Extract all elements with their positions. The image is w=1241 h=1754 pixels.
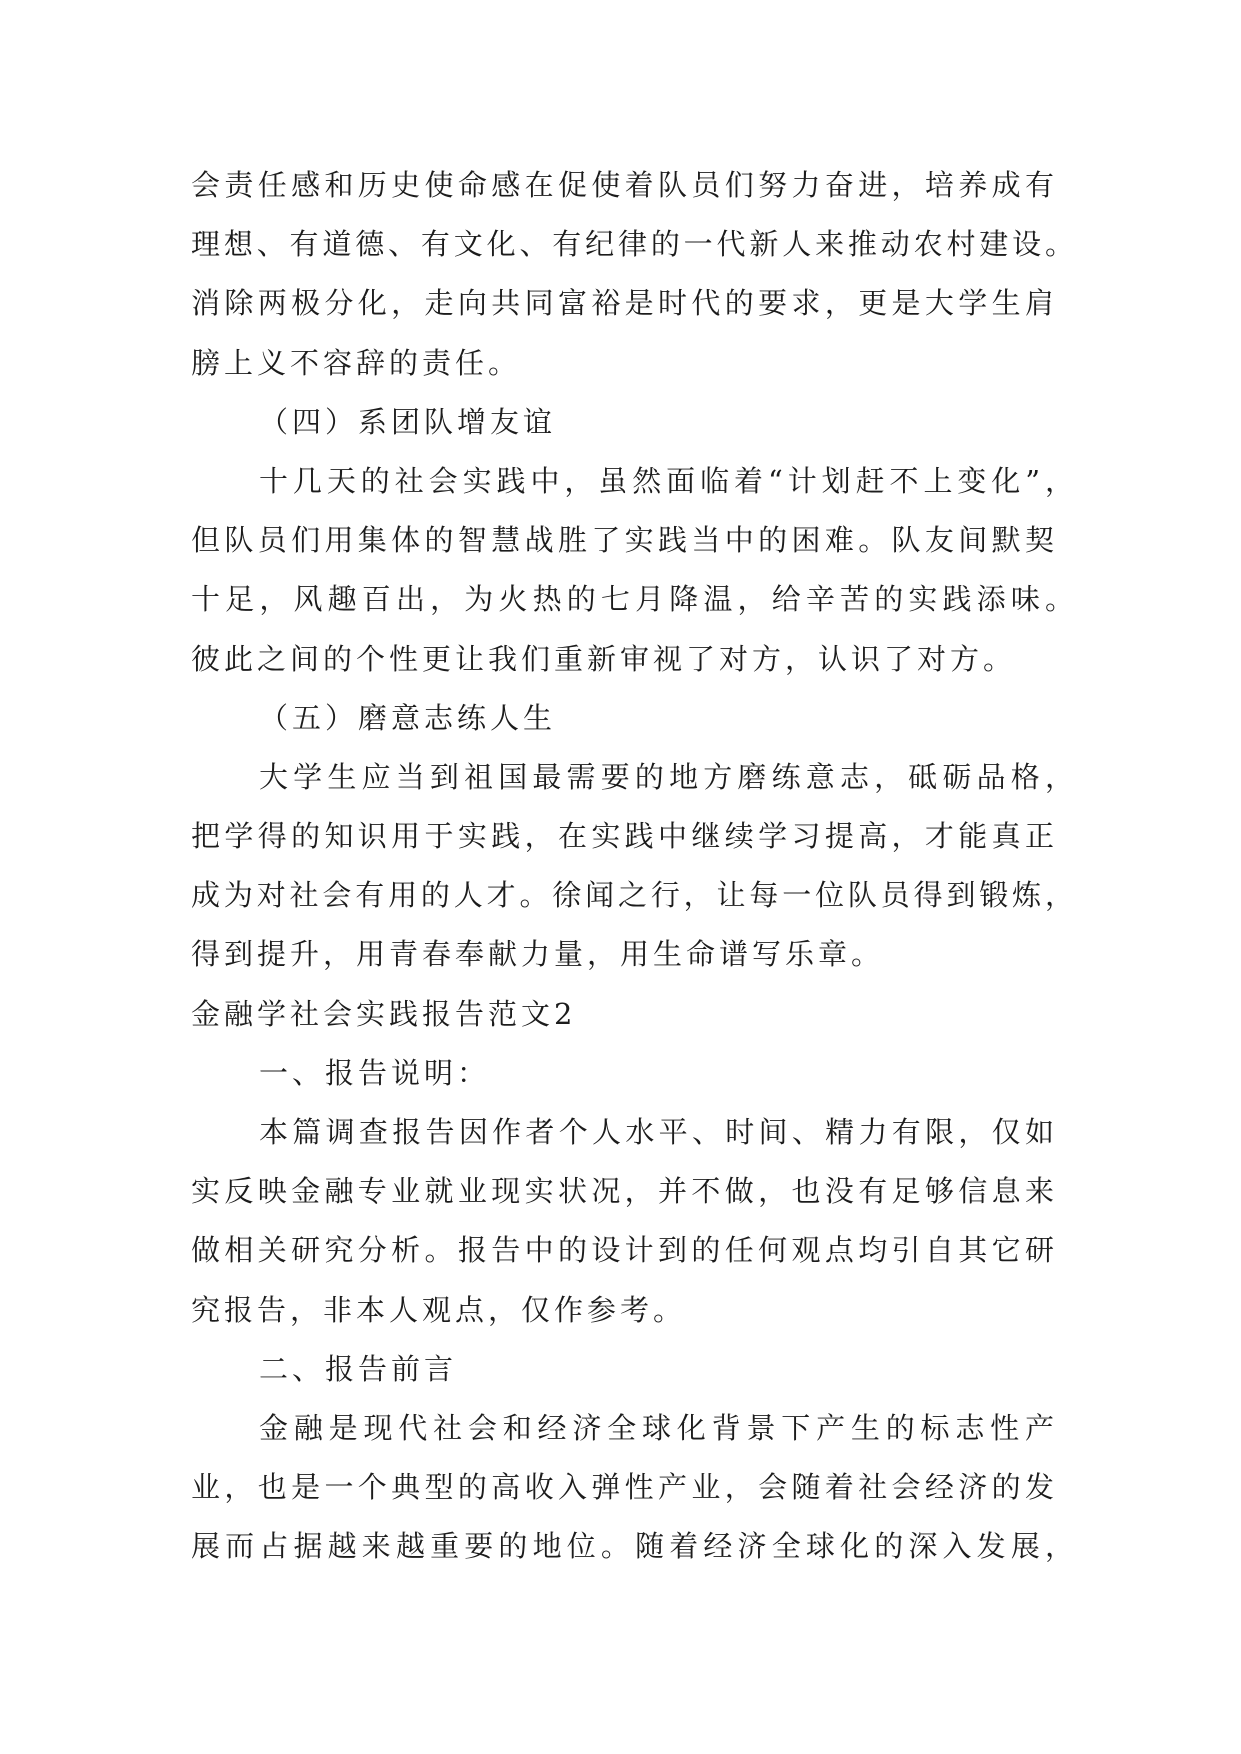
body-text-line: 但队员们用集体的智慧战胜了实践当中的困难。队友间默契 (191, 523, 1054, 558)
section-heading: （五）磨意志练人生 (259, 700, 557, 735)
body-text-line: 十足，风趣百出，为火热的七月降温，给辛苦的实践添味。 (191, 582, 1074, 617)
section-heading: （四）系团队增友谊 (259, 404, 557, 439)
section-heading: 一、报告说明： (259, 1055, 491, 1090)
body-text-line: 会责任感和历史使命感在促使着队员们努力奋进，培养成有 (191, 168, 1054, 202)
body-text-line: 彼此之间的个性更让我们重新审视了对方，认识了对方。 (191, 641, 1017, 676)
body-text-line: 理想、有道德、有文化、有纪律的一代新人来推动农村建设。 (191, 227, 1074, 262)
body-text-line: 金融是现代社会和经济全球化背景下产生的标志性产 (259, 1410, 1054, 1445)
body-text-line: 成为对社会有用的人才。徐闻之行，让每一位队员得到锻炼， (191, 878, 1074, 913)
article-title: 金融学社会实践报告范文2 (191, 996, 577, 1031)
body-text-line: 把学得的知识用于实践，在实践中继续学习提高，才能真正 (191, 819, 1054, 854)
body-text-line: 大学生应当到祖国最需要的地方磨练意志，砥砺品格， (259, 759, 1074, 794)
body-text-line: 膀上义不容辞的责任。 (191, 345, 522, 380)
body-text-line: 展而占据越来越重要的地位。随着经济全球化的深入发展， (191, 1529, 1074, 1564)
body-text-line: 得到提升，用青春奉献力量，用生命谱写乐章。 (191, 937, 885, 972)
body-text-line: 本篇调查报告因作者个人水平、时间、精力有限，仅如 (259, 1115, 1054, 1149)
body-text-line: 究报告，非本人观点，仅作参考。 (191, 1292, 687, 1327)
body-text-line: 做相关研究分析。报告中的设计到的任何观点均引自其它研 (191, 1233, 1054, 1268)
document-body (191, 156, 1074, 1577)
body-text-line: 消除两极分化，走向共同富裕是时代的要求，更是大学生肩 (191, 286, 1054, 321)
section-heading: 二、报告前言 (259, 1351, 458, 1386)
body-text-line: 业，也是一个典型的高收入弹性产业，会随着社会经济的发 (191, 1470, 1054, 1505)
body-text-line: 十几天的社会实践中，虽然面临着“计划赶不上变化”， (259, 463, 1074, 498)
body-text-line: 实反映金融专业就业现实状况，并不做，也没有足够信息来 (191, 1174, 1054, 1209)
